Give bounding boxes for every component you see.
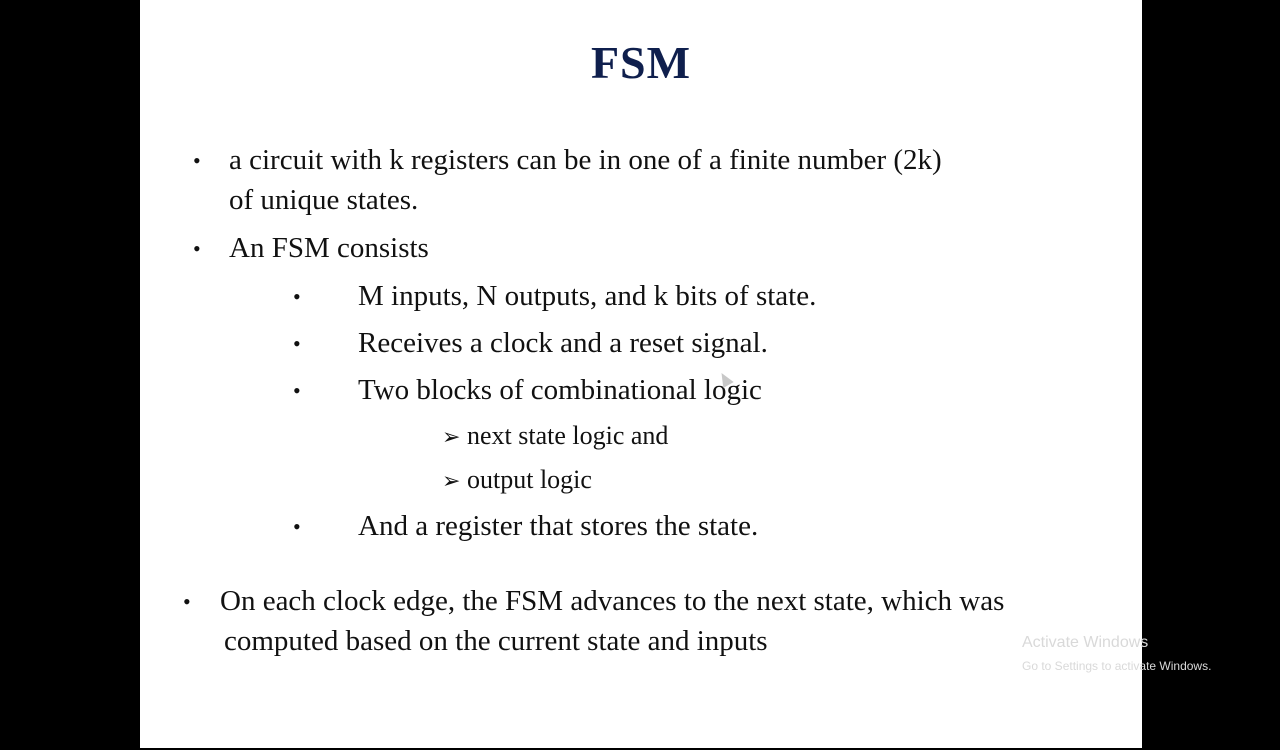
bullet-text: a circuit with k registers can be in one of a finite number (2k)	[229, 144, 942, 176]
bullet-marker: •	[183, 589, 191, 614]
sub-bullet-marker: •	[293, 378, 301, 403]
presentation-slide	[140, 0, 1142, 748]
activation-watermark-subtitle: Go to Settings to activate Windows.	[1022, 659, 1212, 673]
sub-bullet-marker: •	[293, 514, 301, 539]
bullet-marker: •	[193, 148, 201, 173]
bullet-text: On each clock edge, the FSM advances to the next state, which was	[220, 585, 1005, 617]
bullet-text: An FSM consists	[229, 232, 429, 264]
sub-bullet-text: Receives a clock and a reset signal.	[358, 327, 768, 359]
sub-bullet-text: And a register that stores the state.	[358, 510, 759, 542]
bullet-text: computed based on the current state and inputs	[224, 625, 768, 657]
arrow-item-text: output logic	[467, 465, 592, 494]
bullet-text: of unique states.	[229, 184, 419, 216]
sub-bullet-marker: •	[293, 331, 301, 356]
sub-bullet-text: M inputs, N outputs, and k bits of state.	[358, 280, 817, 312]
activation-watermark-title: Activate Windows	[1022, 634, 1149, 651]
sub-bullet-text: Two blocks of combinational logic	[358, 374, 762, 406]
bullet-marker: •	[193, 236, 201, 261]
sub-bullet-marker: •	[293, 284, 301, 309]
arrow-item-text: next state logic and	[467, 421, 669, 450]
arrow-bullet-icon: ➢	[442, 468, 461, 493]
slide-title: FSM	[590, 37, 692, 88]
arrow-bullet-icon: ➢	[442, 424, 461, 449]
